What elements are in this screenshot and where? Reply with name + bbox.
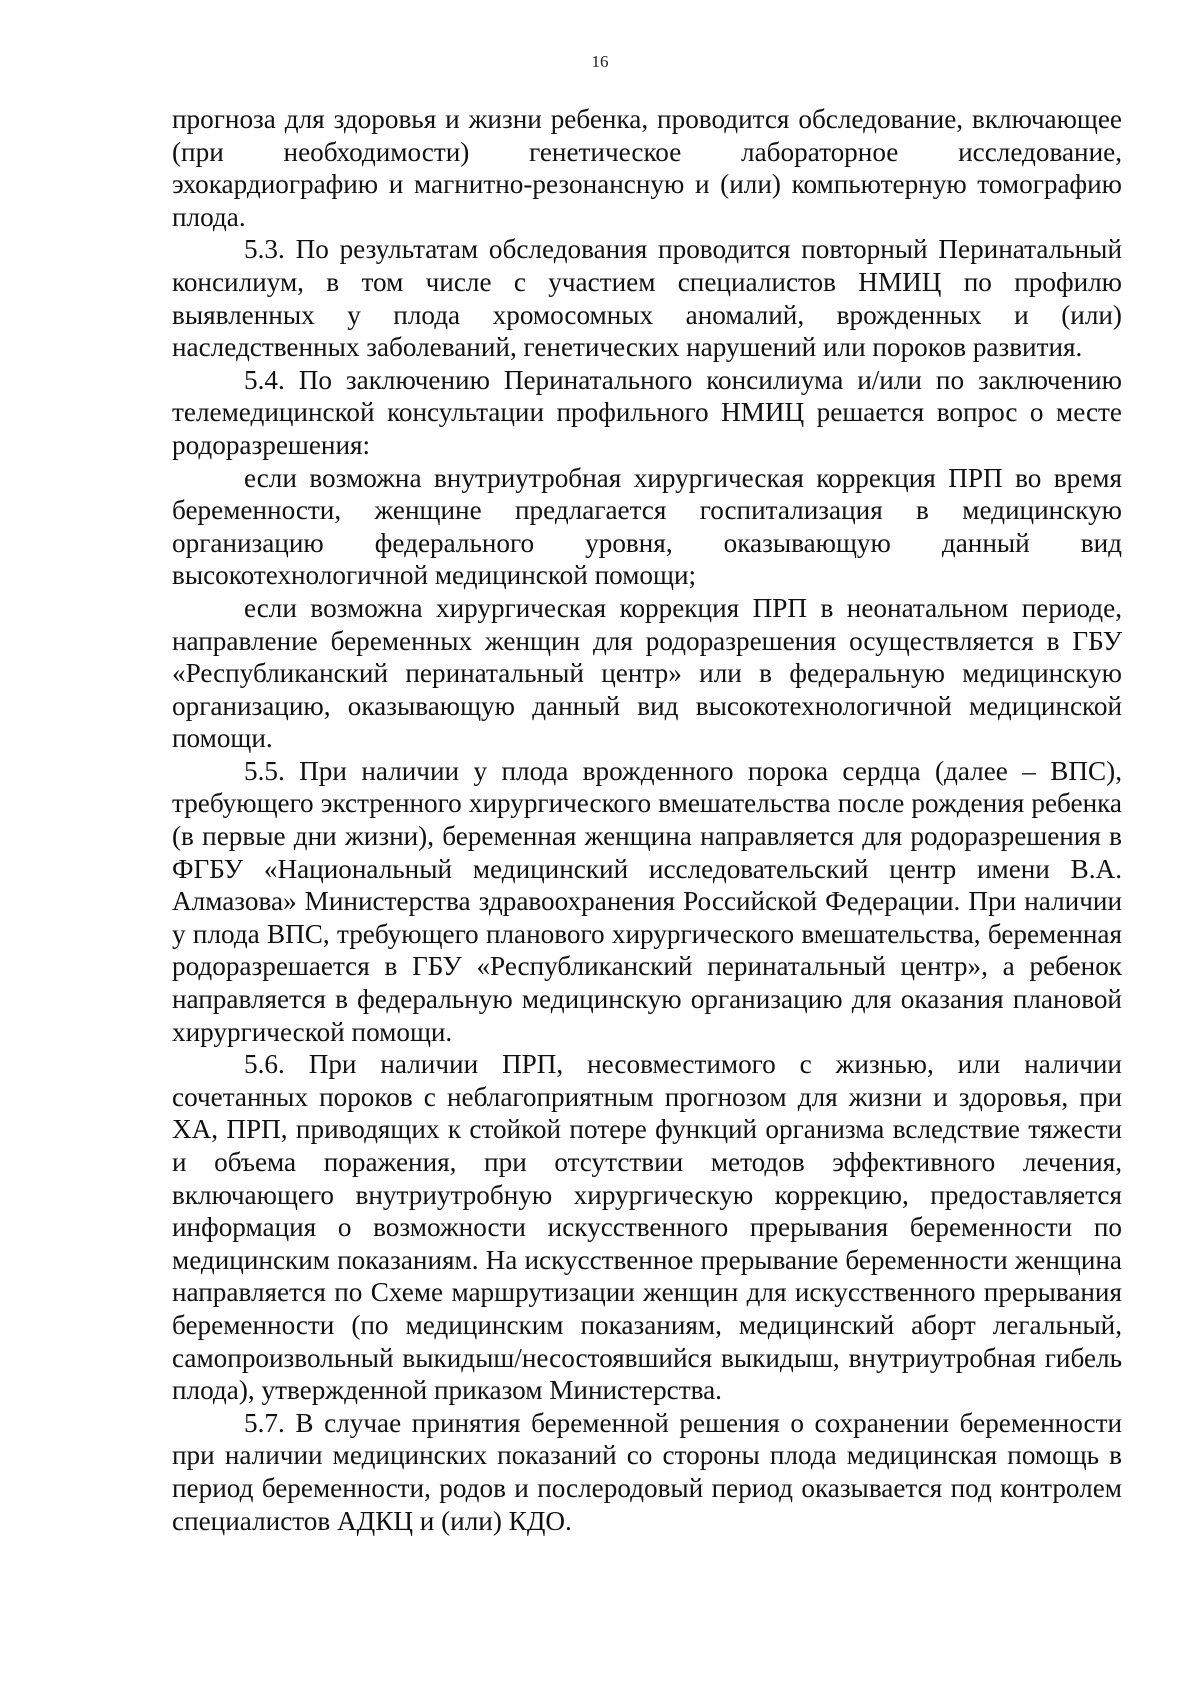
page-number: 16 bbox=[591, 52, 609, 71]
paragraph-5-5: 5.5. При наличии у плода врожденного порока сердца (далее – ВПС), требующего экстренного хирургического вмешательства после рождения ребенка (в первые дни жизни), беременная женщина направляется для родоразрешения в ФГБУ «Национальный медицинский исследовательский центр имени В.А. Алмазова» Министерства здравоохранения Российской Федерации. При наличии у плода ВПС, требующего планового хирургического вмешательства, беременная родоразрешается в ГБУ «Республиканский перинатальный центр», а ребенок направляется в федеральную медицинскую организацию для оказания плановой хирургической помощи. bbox=[172, 755, 1122, 1047]
paragraph-5-4-option-intrauterine: если возможна внутриутробная хирургическая коррекция ПРП во время беременности, женщине предлагается госпитализация в медицинскую организацию федерального уровня, оказывающую данный вид высокотехнологичной медицинской помощи; bbox=[172, 462, 1122, 591]
paragraph-5-4-option-neonatal: если возможна хирургическая коррекция ПРП в неонатальном периоде, направление беременных женщин для родоразрешения осуществляется в ГБУ «Республиканский перинатальный центр» или в федеральную медицинскую организацию, оказывающую данный вид высокотехнологичной медицинской помощи. bbox=[172, 592, 1122, 754]
paragraph-5-7: 5.7. В случае принятия беременной решения о сохранении беременности при наличии медицинских показаний со стороны плода медицинская помощь в период беременности, родов и послеродовый период оказывается под контролем специалистов АДКЦ и (или) КДО. bbox=[172, 1407, 1122, 1536]
paragraph-5-4: 5.4. По заключению Перинатального консилиума и/или по заключению телемедицинской консультации профильного НМИЦ решается вопрос о месте родоразрешения: bbox=[172, 364, 1122, 460]
paragraph-5-3: 5.3. По результатам обследования проводится повторный Перинатальный консилиум, в том числе с участием специалистов НМИЦ по профилю выявленных у плода хромосомных аномалий, врожденных и (или) наследственных заболеваний, генетических нарушений или пороков развития. bbox=[172, 234, 1122, 363]
paragraph-5-6: 5.6. При наличии ПРП, несовместимого с жизнью, или наличии сочетанных пороков с неблагоприятным прогнозом для жизни и здоровья, при ХА, ПРП, приводящих к стойкой потере функций организма вследствие тяжести и объема поражения, при отсутствии методов эффективного лечения, включающего внутриутробную хирургическую коррекцию, предоставляется информация о возможности искусственного прерывания беременности по медицинским показаниям. На искусственное прерывание беременности женщина направляется по Схеме маршрутизации женщин для искусственного прерывания беременности (по медицинским показаниям, медицинский аборт легальный, самопроизвольный выкидыш/несостоявшийся выкидыш, внутриутробная гибель плода), утвержденной приказом Министерства. bbox=[172, 1049, 1122, 1406]
paragraph-continuation: прогноза для здоровья и жизни ребенка, проводится обследование, включающее (при необходимости) генетическое лабораторное исследование, эхокардиографию и магнитно-резонансную и (или) компьютерную томографию плода. bbox=[172, 104, 1122, 232]
document-body bbox=[172, 103, 1122, 1537]
